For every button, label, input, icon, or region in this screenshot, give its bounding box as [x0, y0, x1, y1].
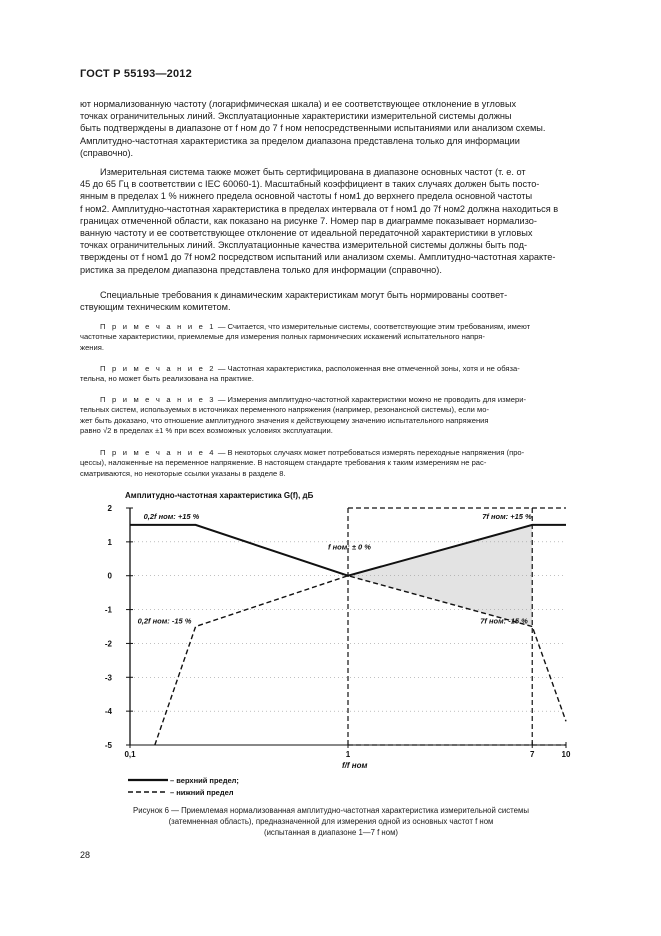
- legend-label-1: – нижний предел: [170, 788, 234, 797]
- annotation-1: 7f ном: +15 %: [482, 511, 532, 521]
- chart-title: Амплитудно-частотная характеристика G(f), дБ: [125, 491, 314, 500]
- y-tick-label-6: -4: [104, 707, 112, 717]
- y-tick-label-0: 2: [107, 504, 112, 513]
- y-tick-label-7: -5: [104, 741, 112, 750]
- paragraph-3: Специальные требования к динамическим характеристикам могут быть нормированы соответ- ствующим техническим комитетом.: [80, 290, 508, 313]
- annotation-2: f ном: ± 0 %: [328, 542, 371, 552]
- x-tick-label-0: 0,1: [124, 750, 136, 759]
- note-1: П р и м е ч а н и е 1 — Считается, что измерительные системы, соответствующие этим требованиям, имеют частотные характеристики, приемлемые для измерения полных гармонических искажений испытательного напря- жения.: [80, 322, 531, 352]
- document-header: ГОСТ Р 55193—2012: [80, 68, 192, 80]
- x-tick-label-2: 7: [530, 750, 535, 759]
- y-tick-label-1: 1: [107, 537, 112, 547]
- annotation-0: 0,2f ном: +15 %: [143, 511, 200, 521]
- chart-svg: [80, 490, 600, 800]
- paragraph-2: Измерительная система также может быть сертифицирована в диапазоне основных частот (т. е. от 45 до 65 Гц в соответствии с IEC 60060-1). Масштабный коэффициент в таких случаях должен быть посто- янным в пределах 1 % нижнего предела основной частоты f ном1 до верхнего предела основной частоты f ном2. Амплитудно-частотная характеристика в пределах интервала от f ном1 до 7f ном2 должна находиться в границах отмеченной области, как показано на рисунке 7. Номер пар в диаграмме показывает нормализо- ванную частоту и ее соответствующее отклонение от идеальной передаточной характеристики в угловых точках ограничительных линий. Эксплуатационные качества измерительной системы должны быть под- тверждены от f ном1 до 7f ном2 посредством испытаний или анализом схемы. Амплитудно-частотная характе- ристика за пределом диапазона представлена только для информации (справочно).: [80, 167, 559, 275]
- x-axis-label: f/f ном: [342, 761, 368, 770]
- y-tick-label-2: 0: [107, 571, 112, 581]
- legend-label-0: – верхний предел;: [170, 776, 239, 785]
- y-tick-label-4: -2: [104, 639, 112, 649]
- note-3: П р и м е ч а н и е 3 — Измерения амплитудно-частотной характеристики можно не проводить для измери- тельных систем, используемых в источниках переменного напряжения (например, резонансной системы), если мо- жет быть доказано, что отношение амплитудного значения к действующему значению испытательного напряжения равно √2 в пределах ±1 % при всех возможных условиях эксплуатации.: [80, 395, 526, 436]
- annotation-3: 0,2f ном: -15 %: [137, 616, 192, 626]
- paragraph-1: ют нормализованную частоту (логарифмическая шкала) и ее соответствующее отклонение в угловых точках ограничительных линий. Эксплуатационные характеристики измерительной системы должны быть подтверждены в диапазоне от f ном до 7 f ном непосредственными испытаниями или анализом схемы. Амплитудно-частотная характеристика за пределом диапазона представлена только для информации (справочно).: [80, 99, 546, 158]
- frequency-response-chart: [80, 490, 600, 800]
- page-number: 28: [80, 850, 91, 860]
- annotation-4: 7f ном: -15 %: [480, 616, 528, 626]
- note-4: П р и м е ч а н и е 4 — В некоторых случаях может потребоваться измерять переходные напряжения (про- цессы), наложенные на переменное напряжение. В настоящем стандарте требования к таким измерениям не рас- сматриваются, но некоторые ссылки указаны в разделе 8.: [80, 448, 525, 478]
- x-tick-label-1: 1: [345, 750, 351, 759]
- note-2: П р и м е ч а н и е 2 — Частотная характеристика, расположенная вне отмеченной зоны, хотя и не обяза- тельна, но может быть реализована на практике.: [80, 364, 520, 384]
- shaded-region: [348, 525, 532, 627]
- y-tick-label-3: -1: [104, 605, 112, 615]
- x-tick-label-3: 10: [561, 750, 571, 759]
- y-tick-label-5: -3: [104, 673, 112, 683]
- figure-caption: Рисунок 6 — Приемлемая нормализованная амплитудно-частотная характеристика измерительной системы (затемненная область), предназначенной для измерения одной из основных частот f ном (испытанная в диапазоне 1—7 f ном): [133, 806, 529, 837]
